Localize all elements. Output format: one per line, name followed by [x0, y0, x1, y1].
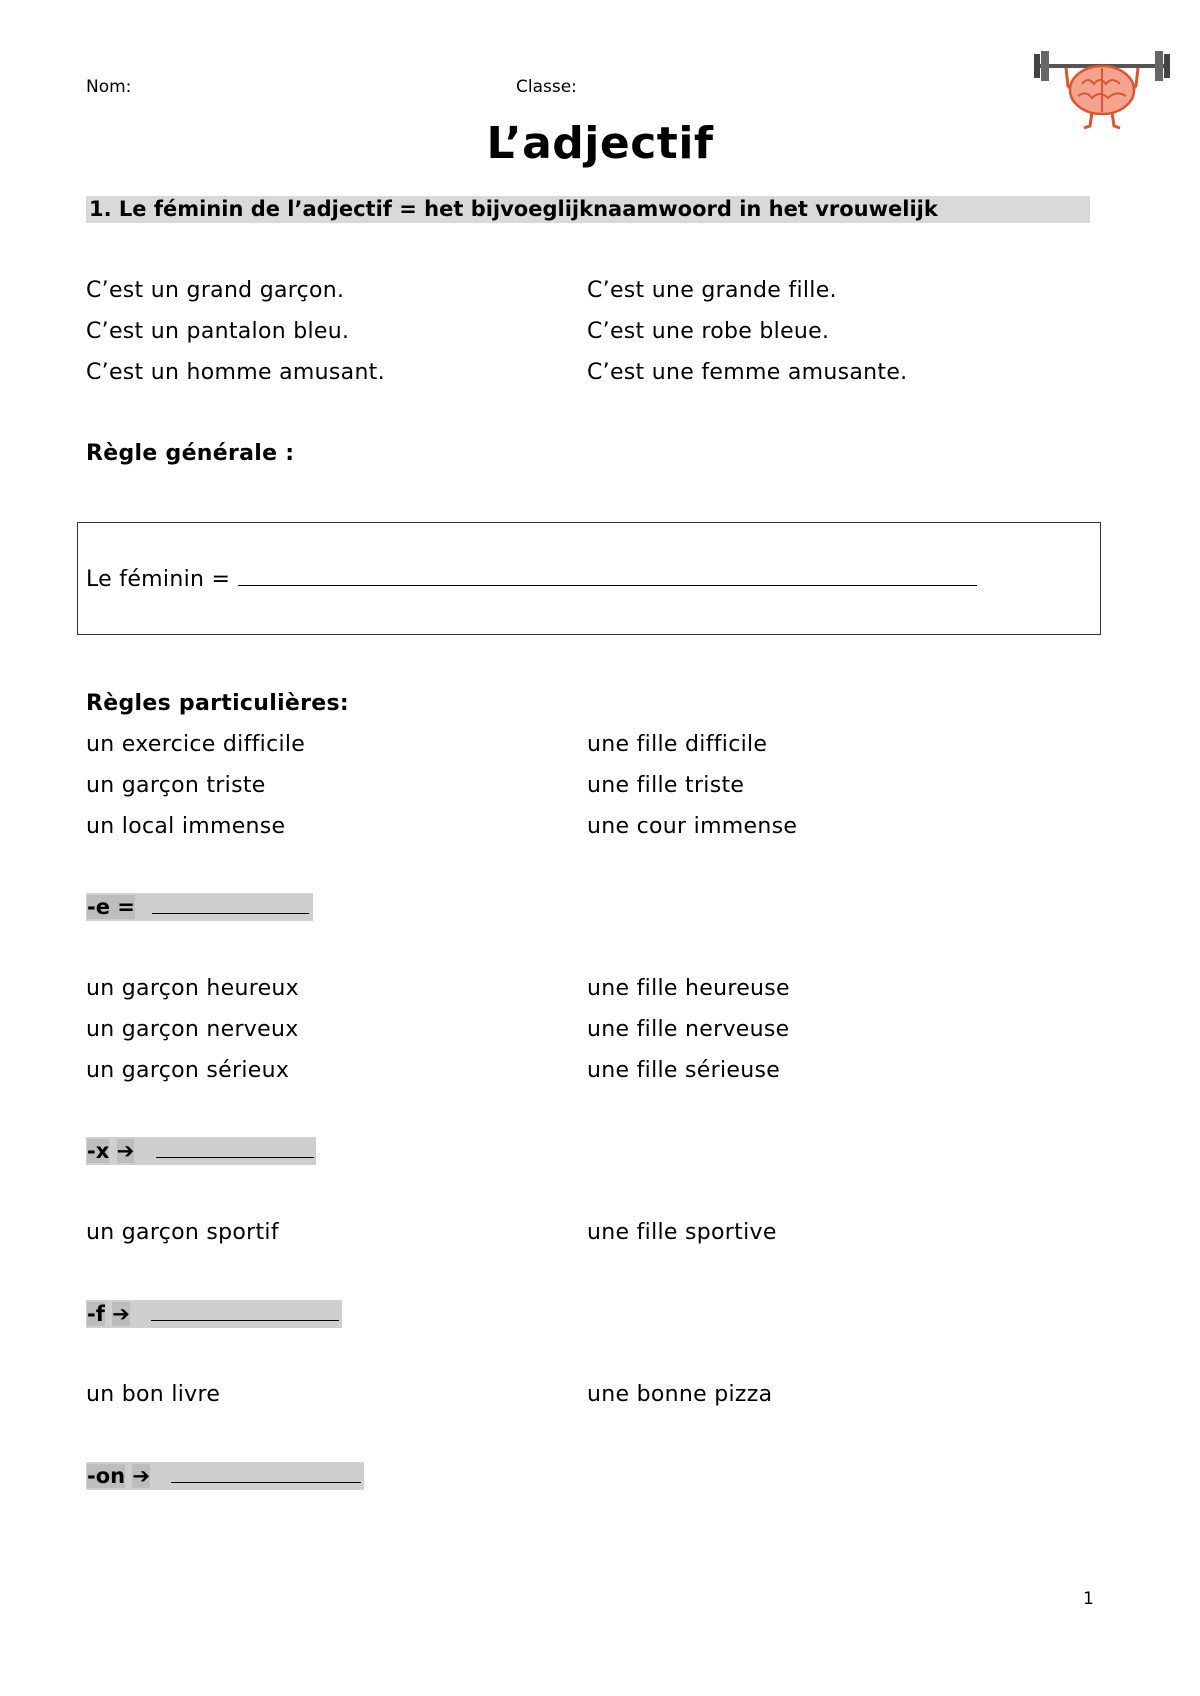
arrow-icon: ➔ [112, 1302, 130, 1326]
name-label: Nom: [86, 77, 132, 97]
rule-box-text [86, 567, 977, 592]
example-fem: une fille sérieuse [587, 1058, 781, 1083]
example-fem: une cour immense [587, 814, 798, 839]
example-fem: C’est une robe bleue. [587, 319, 830, 344]
example-masc: un bon livre [86, 1382, 221, 1407]
rule-f-tag [86, 1300, 342, 1328]
rule-e-label: -e = [87, 895, 135, 919]
example-masc: C’est un pantalon bleu. [86, 319, 350, 344]
example-fem: une fille triste [587, 773, 745, 798]
rule-box-label: Le féminin = [86, 567, 231, 592]
example-fem: C’est une femme amusante. [587, 360, 908, 385]
answer-blank[interactable] [156, 1137, 314, 1158]
rule-on-tag [86, 1462, 364, 1490]
answer-blank[interactable] [152, 893, 309, 914]
answer-blank[interactable] [171, 1462, 361, 1483]
page-number: 1 [1083, 1589, 1094, 1609]
example-masc: un garçon sportif [86, 1220, 279, 1245]
arrow-icon: ➔ [132, 1464, 151, 1488]
example-fem: une fille sportive [587, 1220, 777, 1245]
example-masc: un garçon nerveux [86, 1017, 299, 1042]
rule-x-tag [86, 1137, 316, 1165]
rule-x-label: -x [87, 1139, 110, 1163]
example-masc: un local immense [86, 814, 286, 839]
example-masc: C’est un grand garçon. [86, 278, 345, 303]
example-fem: C’est une grande fille. [587, 278, 837, 303]
example-masc: un garçon heureux [86, 976, 299, 1001]
rule-on-label: -on [87, 1464, 126, 1488]
example-fem: une fille heureuse [587, 976, 790, 1001]
example-masc: un garçon sérieux [86, 1058, 290, 1083]
section-heading: 1. Le féminin de l’adjectif = het bijvoeglijknaamwoord in het vrouwelijk [86, 196, 1090, 223]
general-rule-heading: Règle générale : [86, 441, 295, 466]
arrow-icon: ➔ [116, 1139, 135, 1163]
example-masc: un garçon triste [86, 773, 266, 798]
answer-blank[interactable] [151, 1300, 339, 1321]
example-fem: une fille nerveuse [587, 1017, 790, 1042]
rule-f-label: -f [87, 1302, 105, 1326]
example-masc: C’est un homme amusant. [86, 360, 385, 385]
page-title: L’adjectif [486, 118, 714, 169]
example-fem: une fille difficile [587, 732, 768, 757]
example-masc: un exercice difficile [86, 732, 306, 757]
class-label: Classe: [516, 77, 577, 97]
example-fem: une bonne pizza [587, 1382, 773, 1407]
answer-blank[interactable] [238, 567, 977, 586]
rule-e-tag [86, 893, 313, 921]
particular-rules-heading: Règles particulières: [86, 691, 349, 716]
